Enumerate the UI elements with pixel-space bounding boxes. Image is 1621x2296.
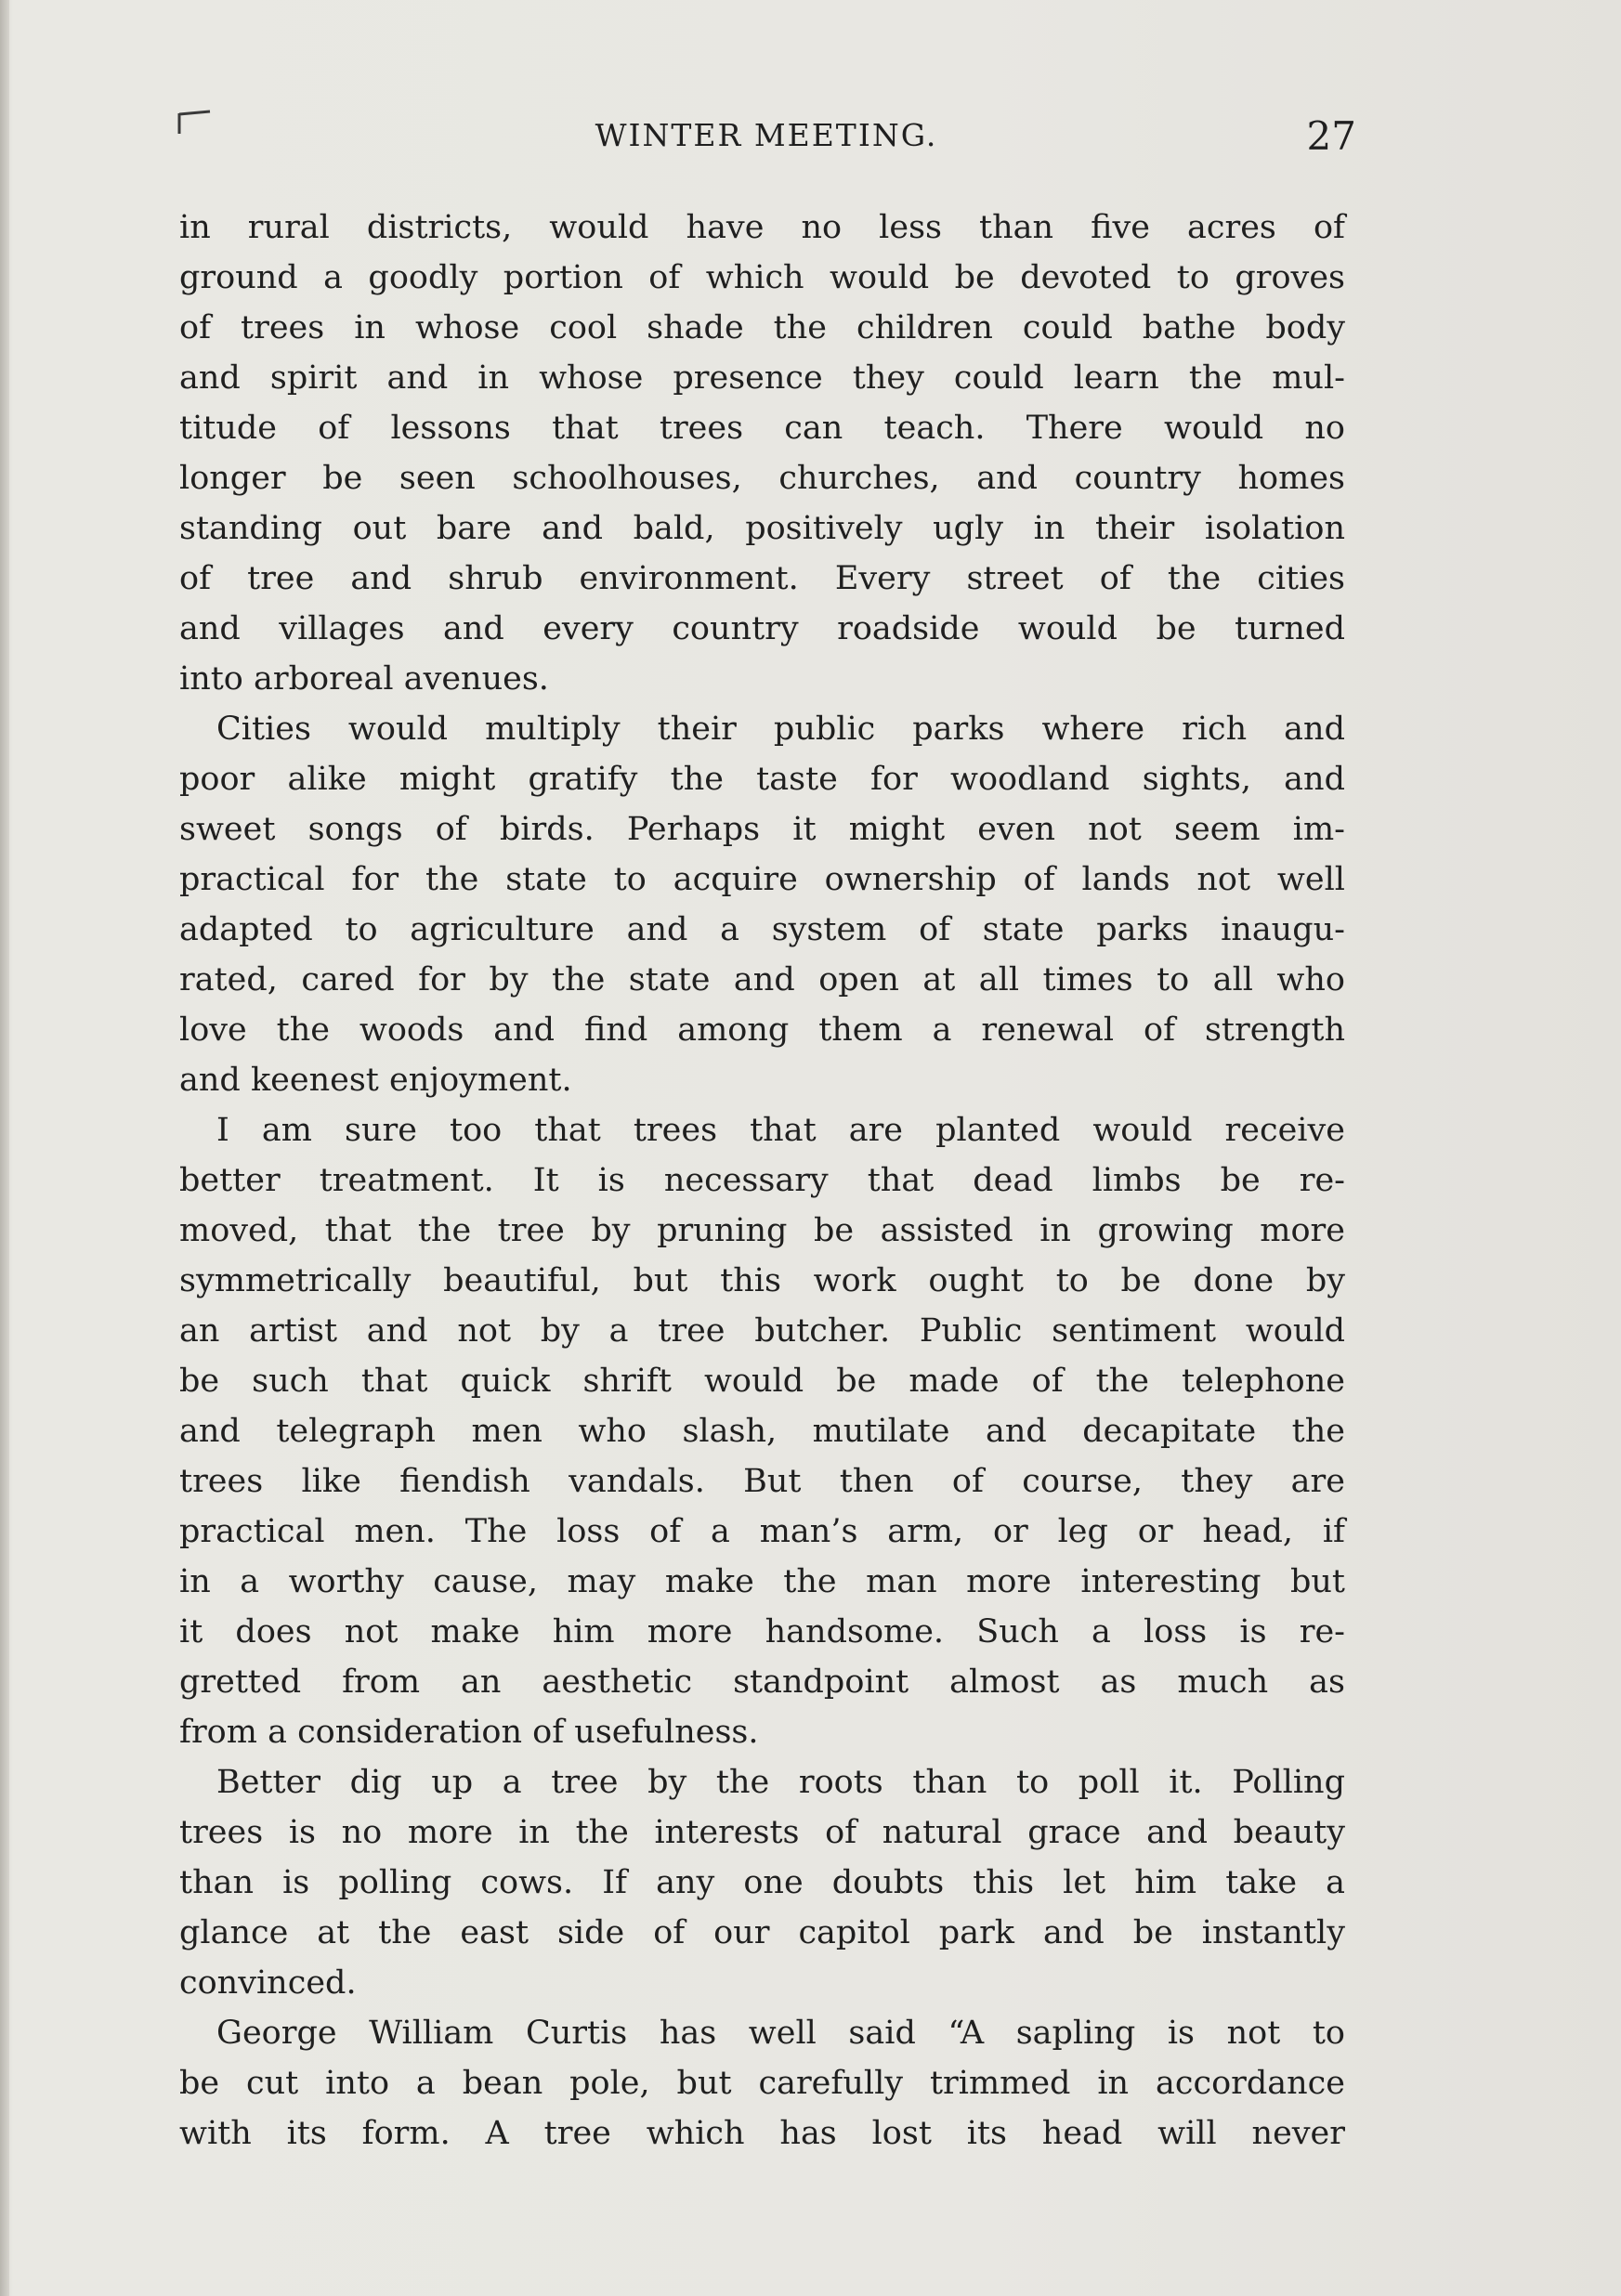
page-number: 27 xyxy=(1306,113,1356,159)
text-line: glance at the east side of our capitol park and be instantly xyxy=(179,1914,1345,1951)
text-line: ground a goodly portion of which would be devoted to groves xyxy=(179,259,1345,296)
running-title: WINTER MEETING. xyxy=(595,117,938,153)
text-line: George William Curtis has well said “A sapling is not to xyxy=(216,2015,1345,2052)
text-line: longer be seen schoolhouses, churches, and country homes xyxy=(179,460,1345,497)
text-line: trees like fiendish vandals. But then of course, they are xyxy=(179,1463,1345,1500)
text-line: into arboreal avenues. xyxy=(179,660,549,698)
text-line: sweet songs of birds. Perhaps it might even not seem im- xyxy=(179,811,1345,848)
text-line: of tree and shrub environment. Every street of the cities xyxy=(179,560,1345,597)
text-line: practical men. The loss of a man’s arm, or leg or head, if xyxy=(179,1513,1345,1550)
text-line: gretted from an aesthetic standpoint almost as much as xyxy=(179,1663,1345,1701)
text-line: and villages and every country roadside would be turned xyxy=(179,610,1345,647)
paragraph xyxy=(179,1105,1345,1757)
text-line: Better dig up a tree by the roots than to poll it. Polling xyxy=(216,1764,1345,1801)
text-line: trees is no more in the interests of natural grace and beauty xyxy=(179,1814,1345,1851)
text-line: an artist and not by a tree butcher. Public sentiment would xyxy=(179,1312,1345,1350)
paragraph xyxy=(179,704,1345,1105)
text-line: symmetrically beautiful, but this work ought to be done by xyxy=(179,1262,1345,1299)
text-line: standing out bare and bald, positively ugly in their isolation xyxy=(179,510,1345,547)
text-line: with its form. A tree which has lost its head will never xyxy=(179,2115,1345,2152)
text-line: adapted to agriculture and a system of state parks inaugu- xyxy=(179,911,1345,948)
text-line: moved, that the tree by pruning be assisted in growing more xyxy=(179,1212,1345,1249)
text-line: than is polling cows. If any one doubts this let him take a xyxy=(179,1864,1345,1901)
text-line: in rural districts, would have no less than five acres of xyxy=(179,209,1345,246)
text-line: of trees in whose cool shade the children could bathe body xyxy=(179,309,1345,346)
text-line: and spirit and in whose presence they could learn the mul- xyxy=(179,359,1345,397)
text-line: love the woods and find among them a renewal of strength xyxy=(179,1011,1345,1049)
text-line: Cities would multiply their public parks where rich and xyxy=(216,711,1345,748)
text-line: rated, cared for by the state and open at all times to all who xyxy=(179,961,1345,998)
text-line: be cut into a bean pole, but carefully trimmed in accordance xyxy=(179,2065,1345,2102)
text-line: be such that quick shrift would be made of the telephone xyxy=(179,1363,1345,1400)
body-text xyxy=(179,202,1345,2159)
paragraph xyxy=(179,1757,1345,2008)
text-line: poor alike might gratify the taste for woodland sights, and xyxy=(179,761,1345,798)
text-line: in a worthy cause, may make the man more interesting but xyxy=(179,1563,1345,1600)
text-line: convinced. xyxy=(179,1964,357,2002)
page-header xyxy=(176,113,1356,163)
text-line: better treatment. It is necessary that dead limbs be re- xyxy=(179,1162,1345,1199)
paragraph xyxy=(179,2008,1345,2159)
text-line: and telegraph men who slash, mutilate and decapitate the xyxy=(179,1413,1345,1450)
page-binding-edge xyxy=(0,0,9,2296)
text-line: from a consideration of usefulness. xyxy=(179,1714,759,1751)
text-line: titude of lessons that trees can teach. There would no xyxy=(179,410,1345,447)
text-line: practical for the state to acquire ownership of lands not well xyxy=(179,861,1345,898)
text-line: and keenest enjoyment. xyxy=(179,1062,572,1099)
text-line: I am sure too that trees that are planted would receive xyxy=(216,1112,1345,1149)
text-line: it does not make him more handsome. Such a loss is re- xyxy=(179,1613,1345,1650)
paragraph xyxy=(179,202,1345,704)
